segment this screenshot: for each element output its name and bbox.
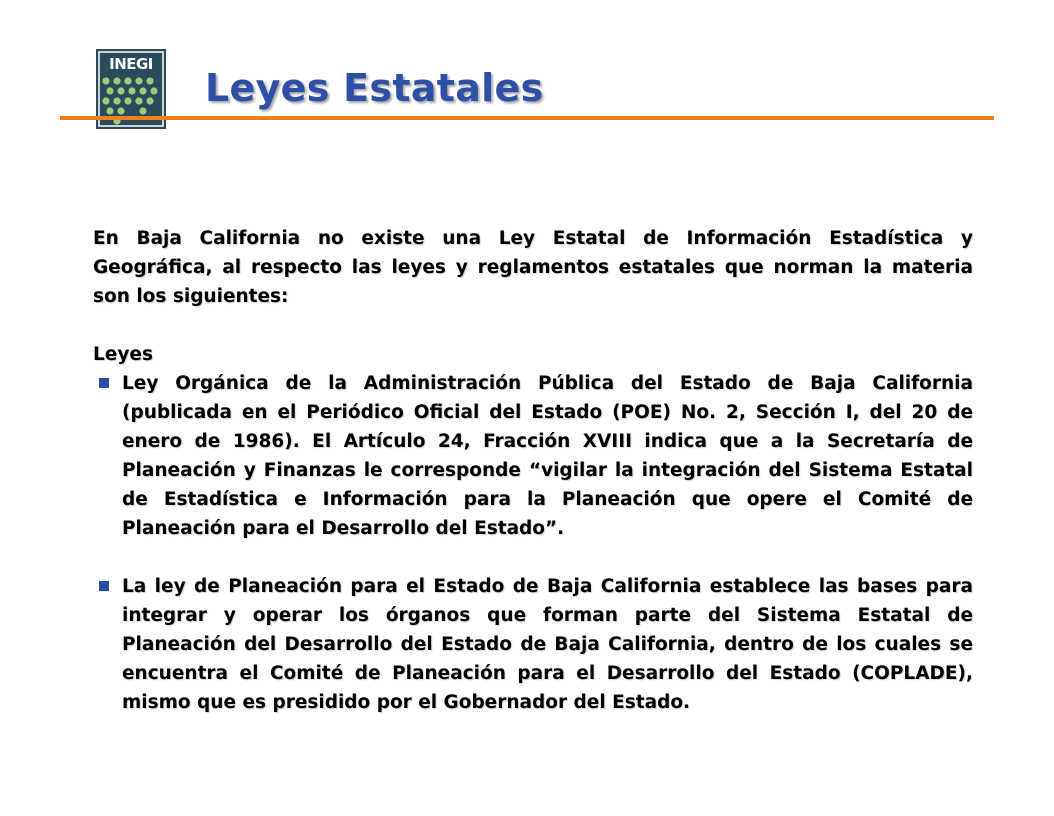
bullet-text-1a: Ley Orgánica de la Administración Pública del Estado de Baja California (publicada en el Periódico Oficial del Estado (POE) No. 2, Sección I, del 20 de enero de 1986). El Artículo 24, Fracción XVIII indica que a la Secretaría de Planeación y Finanzas le corresponde “vigilar la integración del bbox=[122, 373, 973, 481]
bullet-item-ley-organica bbox=[93, 369, 973, 543]
bullet-bold-term: Sistema Estatal de Estadística e Información para la Planeación bbox=[122, 460, 974, 510]
section-heading: Leyes bbox=[93, 344, 153, 365]
logo-dot bbox=[102, 97, 109, 104]
logo-dot bbox=[106, 107, 113, 114]
logo-dot bbox=[135, 97, 142, 104]
content bbox=[93, 224, 973, 717]
bullet-text-2: La ley de Planeación para el Estado de Baja California establece las bases para integrar y operar los órganos que forman parte del Sistema Estatal de Planeación del Desarrollo del Estado de Baja California, dentro de los cuales se encuentra el Comité de Planeación para el Desarrollo del Estado (COPLADE), mismo que es presidido por el Gobernador del Estado. bbox=[122, 576, 973, 713]
bullet-text-1b: que opere el Comité de Planeación para el Desarrollo del Estado”. bbox=[122, 489, 973, 539]
logo-dot bbox=[135, 77, 142, 84]
logo-dot bbox=[113, 77, 120, 84]
logo-wordmark: INEGI bbox=[109, 55, 153, 73]
square-bullet-icon bbox=[99, 378, 109, 388]
logo-dot bbox=[117, 87, 124, 94]
square-bullet-icon bbox=[99, 581, 109, 591]
title-rule bbox=[60, 116, 994, 120]
page-title: Leyes Estatales bbox=[205, 66, 544, 110]
logo-dot bbox=[124, 77, 131, 84]
logo-dot bbox=[146, 77, 153, 84]
bullet-item-ley-planeacion bbox=[93, 572, 973, 717]
bullet-list bbox=[93, 369, 973, 717]
logo-dot bbox=[150, 87, 157, 94]
intro-paragraph bbox=[93, 224, 973, 311]
logo-dot bbox=[139, 107, 146, 114]
logo-dot bbox=[102, 77, 109, 84]
logo-dot bbox=[106, 87, 113, 94]
logo-dot bbox=[146, 97, 153, 104]
logo-dot bbox=[128, 87, 135, 94]
intro-text-1: En Baja California no existe una bbox=[93, 228, 499, 249]
logo-dot bbox=[113, 97, 120, 104]
logo-dot bbox=[117, 107, 124, 114]
logo-dot bbox=[139, 87, 146, 94]
intro-text-2: , al respecto las leyes y reglamentos estatales que norman la materia son los siguientes: bbox=[93, 257, 973, 307]
logo-dot bbox=[124, 97, 131, 104]
intro-bold-term: Ley Estatal de Información Estadística y Geográfica bbox=[93, 228, 973, 278]
